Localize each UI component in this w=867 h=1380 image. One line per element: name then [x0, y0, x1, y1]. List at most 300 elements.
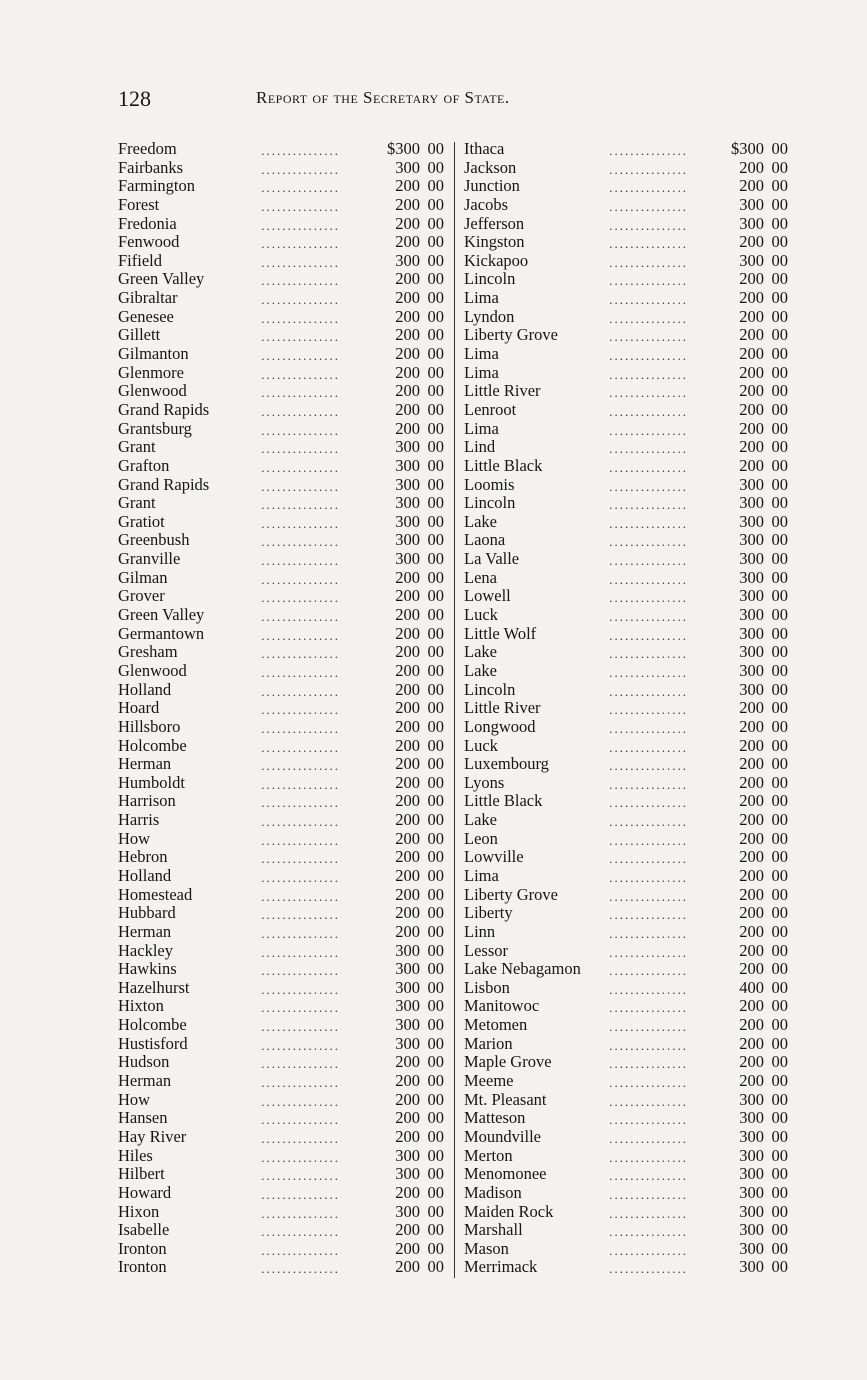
town-name: Jackson	[464, 157, 517, 177]
amount	[726, 923, 788, 942]
dot-leader: ...............	[261, 236, 340, 252]
amount-cents: 00	[427, 250, 444, 270]
amount-cents: 00	[771, 1201, 788, 1221]
amount-cents: 00	[771, 1220, 788, 1240]
amount	[726, 140, 788, 159]
amount-dollars: 200	[739, 306, 764, 326]
list-item	[460, 196, 802, 215]
amount-dollars: 200	[395, 884, 420, 904]
amount-dollars: 200	[395, 586, 420, 606]
amount	[382, 308, 444, 327]
list-item	[114, 867, 448, 886]
town-name: Kickapoo	[464, 250, 529, 270]
amount-cents: 00	[771, 288, 788, 308]
town-name: Lima	[464, 288, 499, 308]
dot-leader: ...............	[609, 1019, 688, 1035]
amount-dollars: 300	[739, 213, 764, 233]
list-item	[460, 1165, 802, 1184]
amount	[726, 997, 788, 1016]
amount-dollars: 300	[395, 511, 420, 531]
list-item	[114, 830, 448, 849]
amount	[726, 1016, 788, 1035]
list-item	[114, 401, 448, 420]
amount-dollars: 300	[739, 1257, 764, 1277]
amount-dollars: 200	[395, 1089, 420, 1109]
amount-cents: 00	[427, 642, 444, 662]
town-name: Linn	[464, 921, 496, 941]
town-name: Moundville	[464, 1126, 541, 1146]
town-name: Hilbert	[118, 1164, 165, 1184]
running-head: Report of the Secretary of State.	[256, 88, 510, 107]
list-item	[114, 904, 448, 923]
amount	[382, 270, 444, 289]
amount	[382, 848, 444, 867]
amount-cents: 00	[771, 176, 788, 196]
amount	[382, 401, 444, 420]
dot-leader: ...............	[261, 590, 340, 606]
dot-leader: ...............	[261, 1037, 340, 1053]
dot-leader: ...............	[609, 385, 688, 401]
list-item	[460, 140, 802, 159]
amount	[382, 1184, 444, 1203]
dot-leader: ...............	[609, 1149, 688, 1165]
town-name: Herman	[118, 754, 172, 774]
dot-leader: ...............	[609, 720, 688, 736]
amount-dollars: 300	[395, 437, 420, 457]
dot-leader: ...............	[609, 702, 688, 718]
list-item	[460, 625, 802, 644]
amount	[726, 159, 788, 178]
amount-dollars: 200	[395, 1071, 420, 1091]
amount-dollars: 200	[739, 716, 764, 736]
list-item	[114, 438, 448, 457]
list-item	[460, 830, 802, 849]
amount-dollars: 200	[739, 176, 764, 196]
dot-leader: ...............	[261, 981, 340, 997]
town-name: Merrimack	[464, 1257, 538, 1277]
amount-dollars: 200	[395, 810, 420, 830]
amount-cents: 00	[771, 1071, 788, 1091]
dot-leader: ...............	[609, 478, 688, 494]
town-name: Manitowoc	[464, 996, 540, 1016]
amount-dollars: 300	[395, 493, 420, 513]
amount	[726, 960, 788, 979]
town-name: Grant	[118, 437, 156, 457]
amount-dollars: 200	[395, 1108, 420, 1128]
town-name: Luck	[464, 605, 498, 625]
dot-leader: ...............	[609, 217, 688, 233]
amount	[726, 1128, 788, 1147]
town-name: Liberty Grove	[464, 325, 558, 345]
list-item	[114, 1147, 448, 1166]
amount-dollars: 200	[395, 660, 420, 680]
right-column-list	[460, 140, 802, 1277]
dot-leader: ...............	[609, 273, 688, 289]
amount-dollars: 300	[739, 679, 764, 699]
amount-cents: 00	[771, 1257, 788, 1277]
town-name: Lincoln	[464, 493, 516, 513]
dot-leader: ...............	[261, 1112, 340, 1128]
town-name: Lena	[464, 567, 497, 587]
dot-leader: ...............	[261, 292, 340, 308]
amount	[726, 643, 788, 662]
list-item	[114, 1016, 448, 1035]
list-item	[114, 997, 448, 1016]
town-name: Luck	[464, 735, 498, 755]
amount-dollars: 200	[395, 828, 420, 848]
list-item	[114, 792, 448, 811]
amount	[382, 513, 444, 532]
town-name: Hixton	[118, 996, 164, 1016]
amount	[726, 1091, 788, 1110]
town-name: Grand Rapids	[118, 399, 210, 419]
amount-dollars: 200	[739, 399, 764, 419]
amount	[726, 755, 788, 774]
town-name: Granville	[118, 549, 181, 569]
dot-leader: ...............	[261, 553, 340, 569]
amount-cents: 00	[771, 679, 788, 699]
amount	[726, 718, 788, 737]
list-item	[460, 1035, 802, 1054]
list-item	[114, 1221, 448, 1240]
dot-leader: ...............	[261, 1186, 340, 1202]
list-item	[460, 159, 802, 178]
list-item	[460, 1072, 802, 1091]
amount-dollars: 300	[739, 586, 764, 606]
dot-leader: ...............	[261, 217, 340, 233]
amount-cents: 00	[771, 810, 788, 830]
amount-cents: 00	[771, 884, 788, 904]
town-name: Gilmanton	[118, 344, 189, 364]
dot-leader: ...............	[609, 664, 688, 680]
town-name: Marshall	[464, 1220, 523, 1240]
list-item	[460, 1109, 802, 1128]
amount-cents: 00	[771, 1108, 788, 1128]
town-name: Lincoln	[464, 269, 516, 289]
amount-dollars: 200	[739, 1052, 764, 1072]
amount-dollars: 200	[395, 847, 420, 867]
town-name: Lisbon	[464, 977, 510, 997]
amount	[726, 457, 788, 476]
list-item	[114, 289, 448, 308]
amount	[382, 196, 444, 215]
amount-dollars: 200	[395, 1182, 420, 1202]
dot-leader: ...............	[261, 459, 340, 475]
amount	[382, 345, 444, 364]
amount	[382, 1016, 444, 1035]
amount-dollars: 300	[739, 1089, 764, 1109]
amount	[726, 233, 788, 252]
dot-leader: ...............	[609, 683, 688, 699]
dot-leader: ...............	[609, 944, 688, 960]
amount-dollars: 200	[739, 269, 764, 289]
list-item	[114, 606, 448, 625]
dot-leader: ...............	[261, 180, 340, 196]
amount-cents: 00	[771, 847, 788, 867]
list-item	[114, 774, 448, 793]
amount-dollars: 200	[739, 232, 764, 252]
amount-cents: 00	[771, 549, 788, 569]
amount-dollars: 200	[739, 1015, 764, 1035]
amount-cents: 00	[427, 344, 444, 364]
town-name: Holland	[118, 865, 172, 885]
list-item	[460, 345, 802, 364]
amount-cents: 00	[771, 381, 788, 401]
dot-leader: ...............	[261, 702, 340, 718]
dot-leader: ...............	[609, 348, 688, 364]
town-name: Little River	[464, 381, 541, 401]
town-name: Menomonee	[464, 1164, 547, 1184]
amount	[382, 177, 444, 196]
dot-leader: ...............	[609, 1242, 688, 1258]
dot-leader: ...............	[609, 981, 688, 997]
amount	[382, 792, 444, 811]
amount-cents: 00	[771, 977, 788, 997]
amount-cents: 00	[771, 660, 788, 680]
amount	[382, 140, 444, 159]
amount-dollars: 200	[739, 381, 764, 401]
amount	[382, 681, 444, 700]
dot-leader: ...............	[609, 1112, 688, 1128]
amount-cents: 00	[771, 567, 788, 587]
list-item	[460, 457, 802, 476]
dot-leader: ...............	[609, 646, 688, 662]
town-name: Hazelhurst	[118, 977, 190, 997]
list-item	[114, 755, 448, 774]
amount-dollars: 200	[739, 921, 764, 941]
amount-cents: 00	[427, 735, 444, 755]
amount-dollars: 200	[739, 735, 764, 755]
amount	[382, 923, 444, 942]
amount-dollars: 200	[739, 940, 764, 960]
dot-leader: ...............	[261, 739, 340, 755]
amount-cents: 00	[427, 1257, 444, 1277]
amount-dollars: 300	[395, 474, 420, 494]
amount-cents: 00	[771, 586, 788, 606]
town-name: Hixon	[118, 1201, 160, 1221]
amount	[726, 1203, 788, 1222]
amount-dollars: 300	[395, 1164, 420, 1184]
amount-cents: 00	[427, 772, 444, 792]
amount	[726, 569, 788, 588]
amount	[726, 1258, 788, 1277]
list-item	[460, 1203, 802, 1222]
dot-leader: ...............	[261, 534, 340, 550]
town-name: Lincoln	[464, 679, 516, 699]
dot-leader: ...............	[609, 1130, 688, 1146]
dot-leader: ...............	[261, 198, 340, 214]
town-name: Metomen	[464, 1015, 528, 1035]
amount-cents: 00	[427, 903, 444, 923]
amount-cents: 00	[427, 511, 444, 531]
amount-cents: 00	[427, 1201, 444, 1221]
dot-leader: ...............	[609, 310, 688, 326]
town-name: Greenbush	[118, 530, 190, 550]
amount-dollars: 300	[395, 996, 420, 1016]
dot-leader: ...............	[261, 907, 340, 923]
list-item	[114, 1128, 448, 1147]
dot-leader: ...............	[261, 963, 340, 979]
amount-cents: 00	[771, 996, 788, 1016]
amount-dollars: 200	[395, 325, 420, 345]
amount-dollars: 300	[739, 1220, 764, 1240]
amount-cents: 00	[427, 996, 444, 1016]
amount	[382, 159, 444, 178]
amount-cents: 00	[427, 269, 444, 289]
town-name: Grant	[118, 493, 156, 513]
dot-leader: ...............	[609, 1075, 688, 1091]
amount-dollars: 400	[739, 977, 764, 997]
list-item	[460, 1221, 802, 1240]
amount-cents: 00	[427, 1220, 444, 1240]
town-name: Herman	[118, 921, 172, 941]
list-item	[114, 476, 448, 495]
list-item	[114, 494, 448, 513]
town-name: Marion	[464, 1033, 513, 1053]
amount	[382, 997, 444, 1016]
list-item	[114, 457, 448, 476]
dot-leader: ...............	[261, 646, 340, 662]
amount-dollars: 200	[739, 996, 764, 1016]
dot-leader: ...............	[609, 441, 688, 457]
list-item	[114, 1109, 448, 1128]
amount	[726, 326, 788, 345]
dot-leader: ...............	[609, 869, 688, 885]
town-name: Hebron	[118, 847, 168, 867]
amount-dollars: 200	[739, 288, 764, 308]
list-item	[114, 345, 448, 364]
amount-dollars: 300	[395, 1201, 420, 1221]
amount	[726, 830, 788, 849]
amount-cents: 00	[427, 1238, 444, 1258]
amount-dollars: 200	[739, 772, 764, 792]
town-name: Madison	[464, 1182, 522, 1202]
dot-leader: ...............	[261, 869, 340, 885]
amount-cents: 00	[771, 1052, 788, 1072]
dot-leader: ...............	[609, 795, 688, 811]
town-name: Gratiot	[118, 511, 165, 531]
amount	[726, 867, 788, 886]
town-name: Hustisford	[118, 1033, 188, 1053]
dot-leader: ...............	[261, 795, 340, 811]
list-item	[460, 737, 802, 756]
list-item	[114, 270, 448, 289]
list-item	[114, 326, 448, 345]
amount-cents: 00	[771, 1089, 788, 1109]
amount-cents: 00	[427, 828, 444, 848]
amount-cents: 00	[427, 1164, 444, 1184]
dot-leader: ...............	[261, 497, 340, 513]
dot-leader: ...............	[609, 1000, 688, 1016]
amount-cents: 00	[771, 1238, 788, 1258]
town-name: Leon	[464, 828, 498, 848]
amount-dollars: 200	[395, 1238, 420, 1258]
town-name: Grover	[118, 586, 165, 606]
amount-dollars: 300	[739, 567, 764, 587]
dot-leader: ...............	[609, 609, 688, 625]
amount-cents: 00	[771, 1126, 788, 1146]
amount-cents: 00	[771, 735, 788, 755]
amount-cents: 00	[427, 847, 444, 867]
amount	[382, 699, 444, 718]
amount-dollars: 300	[739, 549, 764, 569]
town-name: Holland	[118, 679, 172, 699]
town-name: Harrison	[118, 791, 176, 811]
town-name: Gilman	[118, 567, 168, 587]
amount-dollars: 300	[395, 455, 420, 475]
amount-cents: 00	[771, 698, 788, 718]
town-name: Lessor	[464, 940, 508, 960]
amount-dollars: 200	[739, 884, 764, 904]
amount-cents: 00	[427, 1015, 444, 1035]
amount-dollars: 200	[395, 288, 420, 308]
left-column-list	[114, 140, 448, 1277]
list-item	[460, 1258, 802, 1277]
amount	[726, 420, 788, 439]
amount	[726, 979, 788, 998]
amount-dollars: 300	[395, 530, 420, 550]
amount-cents: 00	[771, 493, 788, 513]
town-name: Glenwood	[118, 660, 187, 680]
town-name: Grantsburg	[118, 418, 192, 438]
list-item	[460, 1184, 802, 1203]
list-item	[114, 308, 448, 327]
amount-cents: 00	[427, 1126, 444, 1146]
dot-leader: ...............	[609, 180, 688, 196]
town-name: Humboldt	[118, 772, 185, 792]
amount-cents: 00	[427, 306, 444, 326]
town-name: Isabelle	[118, 1220, 170, 1240]
town-name: Lake	[464, 642, 497, 662]
town-name: Holcombe	[118, 1015, 187, 1035]
amount-dollars: 200	[395, 865, 420, 885]
amount-cents: 00	[427, 288, 444, 308]
list-item	[460, 1016, 802, 1035]
list-item	[114, 1165, 448, 1184]
amount	[382, 550, 444, 569]
amount	[726, 513, 788, 532]
town-name: Germantown	[118, 623, 205, 643]
dot-leader: ...............	[261, 422, 340, 438]
list-item	[460, 792, 802, 811]
amount	[382, 420, 444, 439]
amount-cents: 00	[427, 810, 444, 830]
list-item	[460, 643, 802, 662]
amount	[726, 681, 788, 700]
list-item	[460, 1240, 802, 1259]
dot-leader: ...............	[261, 1224, 340, 1240]
amount	[382, 1258, 444, 1277]
amount-dollars: 200	[395, 176, 420, 196]
dot-leader: ...............	[609, 515, 688, 531]
town-name: Grand Rapids	[118, 474, 210, 494]
dot-leader: ...............	[609, 143, 688, 158]
town-name: Lake	[464, 660, 497, 680]
amount-cents: 00	[771, 344, 788, 364]
list-item	[114, 886, 448, 905]
amount-dollars: 200	[395, 418, 420, 438]
dot-leader: ...............	[261, 515, 340, 531]
amount-cents: 00	[771, 213, 788, 233]
town-name: Genesee	[118, 306, 174, 326]
amount	[382, 326, 444, 345]
amount	[726, 1147, 788, 1166]
amount-dollars: 200	[395, 679, 420, 699]
town-name: Fairbanks	[118, 157, 184, 177]
town-name: Green Valley	[118, 269, 205, 289]
amount-cents: 00	[427, 1089, 444, 1109]
amount	[726, 196, 788, 215]
